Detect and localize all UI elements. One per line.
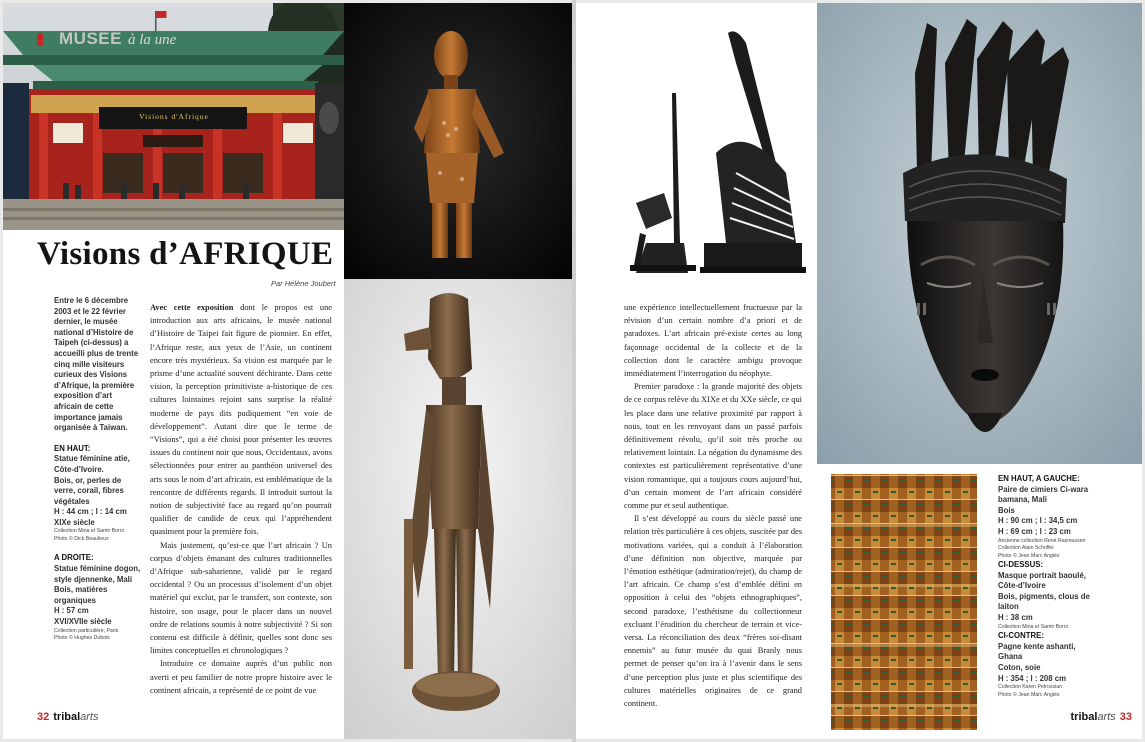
caption-heading: EN HAUT: — [54, 443, 91, 453]
intro-line: cinq mille visiteurs — [54, 359, 125, 369]
caption-line: Pagne kente ashanti, — [998, 641, 1076, 651]
caption-heading: A DROITE: — [54, 553, 94, 563]
caption-atie — [54, 444, 144, 544]
folio-right — [1071, 711, 1133, 723]
caption-credit: Photo © Hughes Dubois — [54, 635, 110, 642]
paragraph-text: Introduire ce domaine auprès d’un public non averti et peu familier de notre propre histoire avec le continent africain, a représenté de ce point de vue — [150, 659, 332, 695]
body-paragraph — [150, 539, 332, 658]
caption-line: Bois, matières — [54, 585, 108, 595]
paragraph-text: Mais justement, qu’est-ce que l’art africain ? Un corpus d’objets émanant des cultures traditionnelles d’Afrique sub-saharienne, validé par le regard occidental ? Ou un processus d’isolement d’un objet matériel qui exclut, par le transfert, son contexte, son histoire, son usage, pour le placer dans un nouvel ordre de relations soumis à notre subjectivité ? Si son contenu est difficile à définir, quelles sont donc ses limites conceptuelles et chronologiques ? — [150, 540, 332, 656]
kente-cloth-photo — [817, 464, 990, 739]
caption-credit: Collection Karen Petrossian — [998, 684, 1063, 691]
brand-arts: arts — [1097, 711, 1116, 723]
folio-left — [37, 711, 99, 723]
page-number: 33 — [1119, 711, 1132, 723]
caption-credit: Photo © Jean Marc Anglès — [998, 552, 1060, 559]
body-column-1 — [150, 301, 332, 697]
caption-line: Ghana — [998, 652, 1023, 662]
caption-credit: Photo © Dick Beaulieux — [54, 535, 109, 542]
caption-line: verre, corail, fibres — [54, 486, 124, 496]
caption-line: XIXe siècle — [54, 517, 95, 527]
caption-line: Côte-d’Ivoire. — [54, 464, 104, 474]
caption-line: végétales — [54, 496, 90, 506]
intro-line: exposition d’art — [54, 391, 113, 401]
body-paragraph: une expérience intellectuellement fructueuse par la révision d’un certain nombre d’a priori et de paradoxes. L’art africain pré-existe certes au long façonnage occidental de la collecte et de la collection dont le caractère ambigu provoque immédiatement l’interrogation du néophyte. — [624, 303, 802, 379]
intro-text — [54, 296, 144, 434]
brand-tribal: tribal — [1070, 711, 1098, 723]
atie-statue-photo — [344, 3, 572, 279]
body-paragraph: Premier paradoxe : la grande majorité des objets de ce corpus relève du XIXe et du XXe siècle, ce qui les place dans une relative proximité par rapport à nous, tout en les renvoyant dans un passé parfois définitivement révolu, qu’il soit très proche ou relativement lointain. La négation du dynamisme des contextes est particulièrement représentative d’une vision romantique, qui a toujours cours aujourd’hui, d’un certain moment de l’art africain considéré comme pur et seul authentique. — [624, 382, 802, 511]
caption-credit: Collection Mina et Samir Borro — [54, 528, 125, 535]
page-number: 32 — [37, 711, 50, 723]
section-marker — [37, 33, 43, 46]
caption-line: Coton, soie — [998, 662, 1041, 672]
caption-line: H : 38 cm — [998, 613, 1033, 623]
caption-line: organiques — [54, 595, 97, 605]
caption-heading: CI-DESSUS: — [998, 560, 1044, 570]
caption-credit: Photo © Jean Marc Anglès — [998, 691, 1060, 698]
caption-line: Paire de cimiers Ci-wara — [998, 484, 1089, 494]
caption-line: style djennenke, Mali — [54, 574, 132, 584]
body-column-2 — [624, 301, 802, 710]
caption-credit: Collection particulière, Paris — [54, 627, 119, 634]
intro-line: dernier, le musée — [54, 317, 118, 327]
body-paragraph: Il s’est développé au cours du siècle passé une relation très particulière à ces objets, suscitée par des motivations variées, qui a conduit à l’élaboration d’une définition non objective, marquée par l’émotion esthétique (admiration/rejet), du champ de l’art africain. Ce champ s’est d’emblée défini en opposition à celui des “objets ethnographiques”, second paradoxe, l’esthétisme du collectionneur excluant l’érudition du chercheur de terrain et vice-versa. La réconciliation des deux “frères soi-disant ennemis” au futur musée du quai Branly nous permet de penser qu’on ira à l’avenir dans le sens d’une perception plus juste et plus scientifique des cultures matérielles originaires de ce grand continent. — [624, 514, 802, 709]
caption-line: laiton — [998, 602, 1019, 612]
caption-credit: Collection Alain Schoffel — [998, 545, 1054, 552]
left-page — [3, 3, 572, 739]
section-word: MUSEE — [59, 29, 122, 48]
right-captions — [998, 474, 1138, 699]
intro-sidebar — [54, 296, 144, 643]
caption-line: Bois, or, perles de — [54, 475, 122, 485]
caption-line: Bois, pigments, clous de — [998, 591, 1090, 601]
intro-line: importance jamais — [54, 412, 123, 422]
intro-line: Entre le 6 décembre — [54, 296, 129, 305]
intro-line: Taipeh (ci-dessus) a — [54, 338, 129, 348]
section-header — [37, 29, 176, 49]
caption-credit: Ancienne collection René Rasmussen — [998, 537, 1086, 544]
caption-line: H : 69 cm ; l : 23 cm — [998, 526, 1071, 536]
caption-dogon — [54, 553, 144, 642]
caption-kente — [998, 631, 1138, 699]
byline: Par Hélène Joubert — [271, 279, 336, 288]
caption-line: H : 90 cm ; l : 34,5 cm — [998, 516, 1078, 526]
caption-credit: Collection Mina et Samir Borro — [998, 623, 1069, 630]
museum-sign-text: Visions d'Afrique — [139, 112, 209, 121]
caption-line: Statue féminine atie, — [54, 454, 130, 464]
dogon-statue-photo — [344, 279, 572, 739]
ciwara-headdress-photo — [576, 3, 817, 294]
intro-line: accueilli plus de trente — [54, 348, 139, 358]
section-subtitle: à la une — [127, 32, 177, 48]
caption-line: Bois — [998, 505, 1015, 515]
baule-mask-photo — [817, 3, 1142, 464]
caption-line: Statue féminine dogon, — [54, 564, 141, 574]
intro-line: 2003 et le 22 février — [54, 306, 126, 316]
caption-line: H : 44 cm ; l : 14 cm — [54, 507, 127, 517]
brand-tribal: tribal — [53, 711, 81, 723]
paragraph-text: dont le propos est une introduction aux arts africains, le musée national d’Histoire de Taipei fait figure de pionnier. En effet, l’Afrique reste, aux yeux de l’Asie, un continent encore très mystérieux. Sa vision est marquée par le prisme d’une actualité souvent déchirante. Dans cette vision, la perception primitiviste a-historique de ces cultures lointaines rejoint sans surprise la réalité moderne de pays dits pudiquement “en voie de développement”. Autant dire que le terme de “Visions”, qui a été choisi pour présenter les œuvres issues du continent noir que nous, Occidentaux, avons sélectionnées pour entrer au panthéon universel des arts sous le nom d’art africain, est emblématique de la rencontre de différents regards. Il introduit surtout la notion de subjectivité face au regard qu’on pourrait qualifier de candide de ceux qui l’appréhendent quasiment pour la première fois. — [150, 303, 332, 537]
caption-line: H : 57 cm — [54, 606, 89, 616]
caption-line: bamana, Mali — [998, 495, 1047, 505]
right-page — [576, 3, 1142, 739]
caption-line: Côte-d’Ivoire — [998, 581, 1046, 591]
caption-heading: EN HAUT, A GAUCHE: — [998, 474, 1080, 483]
intro-line: national d’Histoire de — [54, 327, 134, 337]
article-title: Visions d’AFRIQUE — [37, 236, 334, 272]
caption-line: H : 354 ; l : 208 cm — [998, 673, 1067, 683]
lead-in: Avec cette exposition — [150, 303, 234, 312]
caption-heading: CI-CONTRE: — [998, 631, 1044, 641]
brand-arts: arts — [80, 711, 99, 723]
caption-baule — [998, 560, 1138, 631]
intro-line: d’Afrique, la première — [54, 380, 135, 390]
intro-line: organisée à Taiwan. — [54, 423, 128, 433]
body-paragraph — [150, 657, 332, 697]
intro-line: curieux des Visions — [54, 370, 128, 380]
caption-line: XVI/XVIIe siècle — [54, 617, 112, 627]
intro-line: africain de cette — [54, 401, 114, 411]
body-paragraph — [150, 301, 332, 539]
caption-line: Masque portrait baoulé, — [998, 570, 1086, 580]
caption-ciwara — [998, 474, 1138, 560]
